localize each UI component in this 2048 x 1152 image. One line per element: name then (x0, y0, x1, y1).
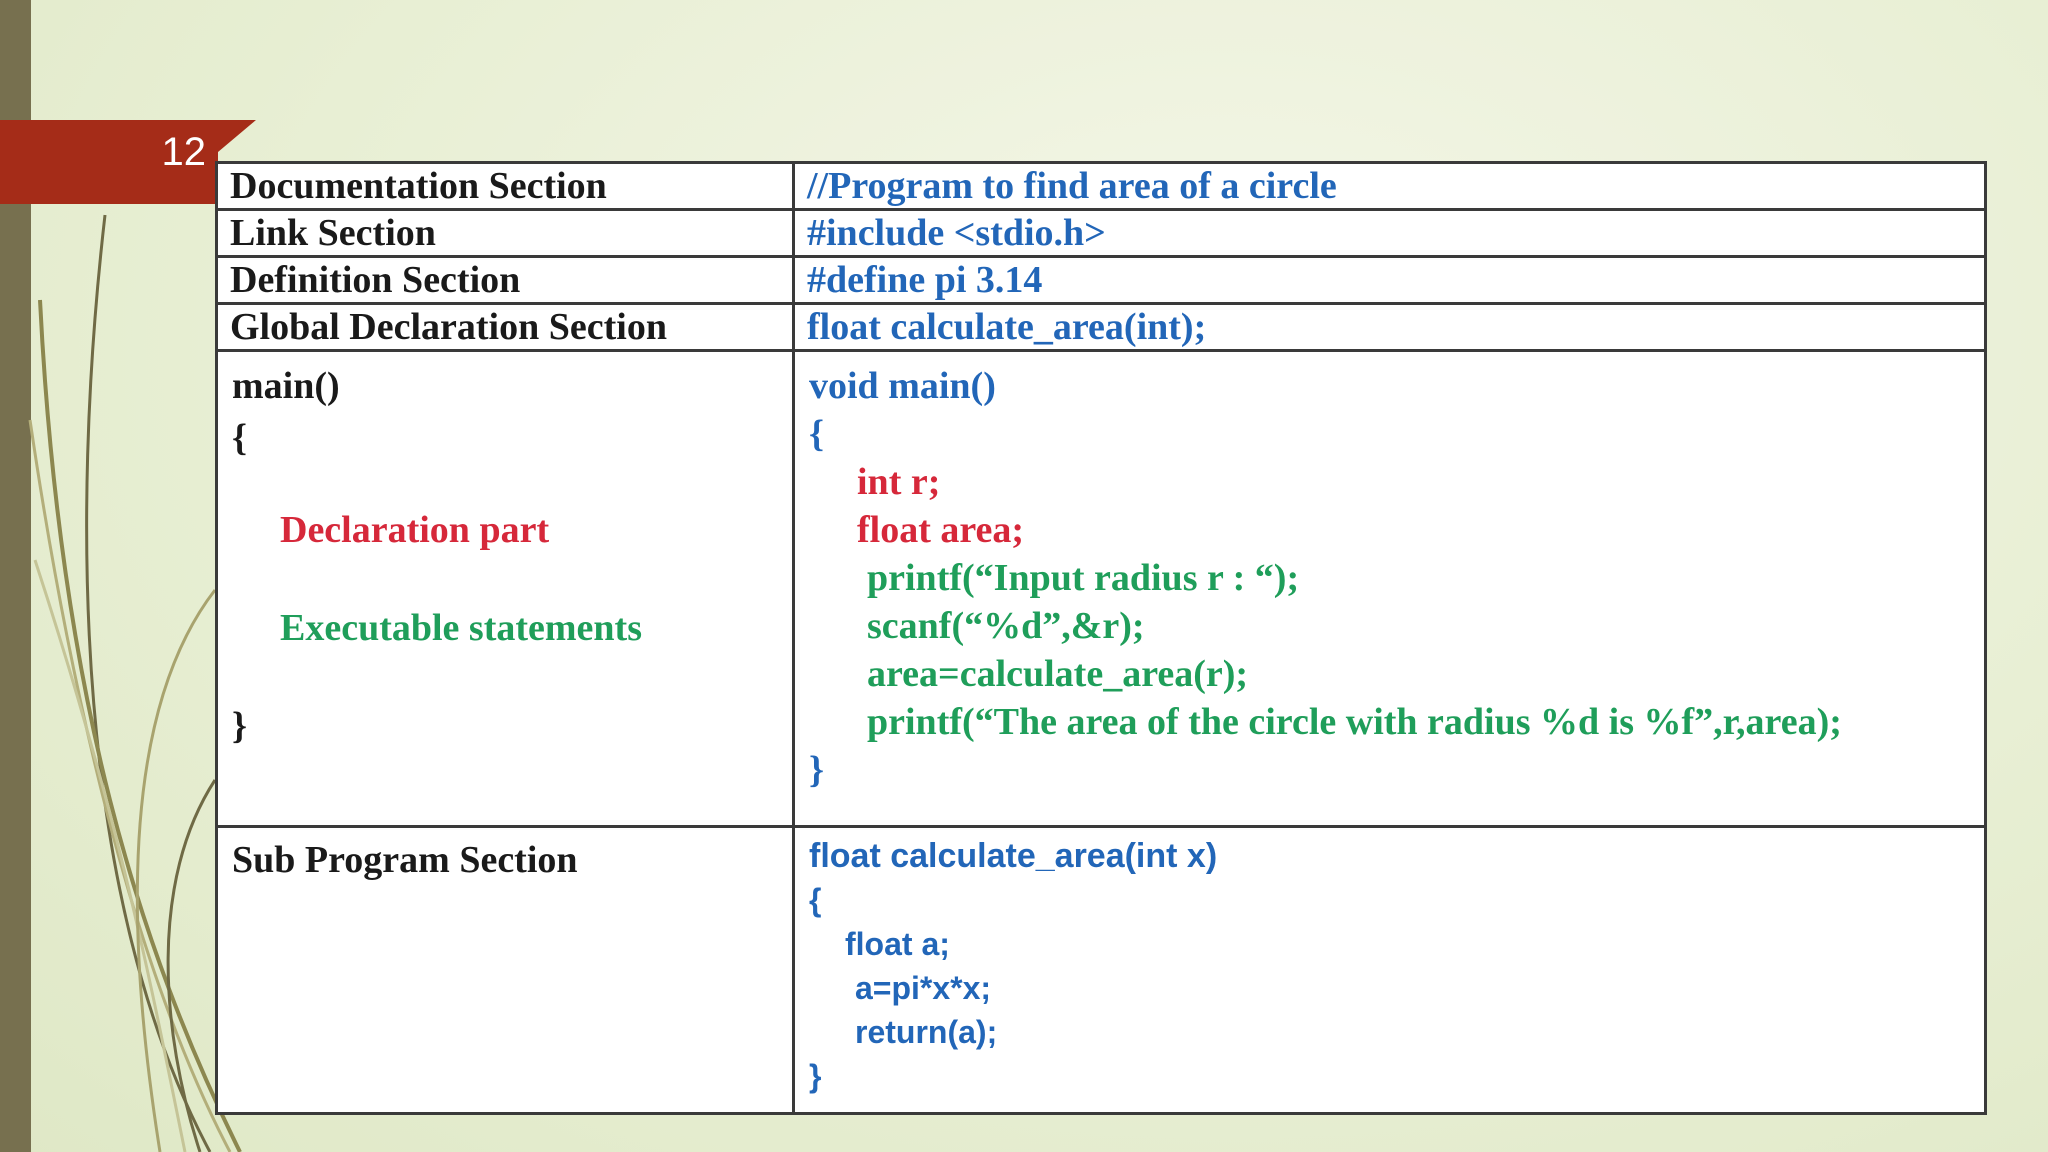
section-name-cell (217, 163, 794, 210)
main-heading: main() (232, 365, 340, 407)
code-line: } (809, 749, 824, 791)
code-line: printf(“The area of the circle with radius %d is %f”,r,area); (867, 701, 1842, 743)
section-name: Link Section (230, 212, 436, 254)
code-cell (794, 304, 1986, 351)
main-structure-cell (217, 351, 794, 827)
table-row (217, 304, 1986, 351)
main-structure-block (218, 352, 792, 802)
code-line: scanf(“%d”,&r); (867, 605, 1145, 647)
code-line: a=pi*x*x; (855, 970, 992, 1007)
main-code-cell (794, 351, 1986, 827)
code-line: float area; (857, 509, 1025, 551)
sub-code-cell (794, 827, 1986, 1114)
table-row-sub (217, 827, 1986, 1114)
section-name-cell (217, 827, 794, 1114)
section-name-cell (217, 257, 794, 304)
table-row (217, 257, 1986, 304)
c-program-structure-table (215, 161, 1987, 1115)
code-text: #define pi 3.14 (807, 259, 1043, 301)
code-line: area=calculate_area(r); (867, 653, 1249, 695)
sub-program-block (218, 828, 792, 884)
code-cell (794, 210, 1986, 257)
code-text: float calculate_area(int); (807, 306, 1207, 348)
section-name: Documentation Section (230, 165, 607, 207)
main-open-brace: { (232, 417, 247, 459)
table-row (217, 210, 1986, 257)
code-line: { (809, 882, 822, 919)
code-line: int r; (857, 461, 941, 503)
main-code-block (795, 352, 1984, 794)
code-line: float calculate_area(int x) (809, 837, 1218, 876)
code-line: { (809, 413, 824, 455)
section-name: Definition Section (230, 259, 521, 301)
section-name-cell (217, 304, 794, 351)
code-text: #include <stdio.h> (807, 212, 1106, 254)
section-name-cell (217, 210, 794, 257)
code-line: printf(“Input radius r : “); (867, 557, 1300, 599)
code-cell (794, 163, 1986, 210)
slide-number-badge-tip (218, 120, 256, 152)
section-name: Sub Program Section (232, 839, 578, 882)
code-line: return(a); (855, 1014, 998, 1051)
main-close-brace: } (232, 705, 247, 747)
slide-number: 12 (161, 130, 206, 174)
declaration-part-label: Declaration part (280, 509, 550, 551)
code-line: } (809, 1058, 822, 1095)
section-name: Global Declaration Section (230, 306, 667, 348)
sub-code-block (795, 828, 1984, 1098)
code-text: //Program to find area of a circle (807, 165, 1337, 207)
table-row (217, 163, 1986, 210)
code-line: void main() (809, 365, 996, 407)
code-line: float a; (845, 926, 950, 963)
code-cell (794, 257, 1986, 304)
executable-statements-label: Executable statements (280, 607, 642, 649)
table-row-main (217, 351, 1986, 827)
